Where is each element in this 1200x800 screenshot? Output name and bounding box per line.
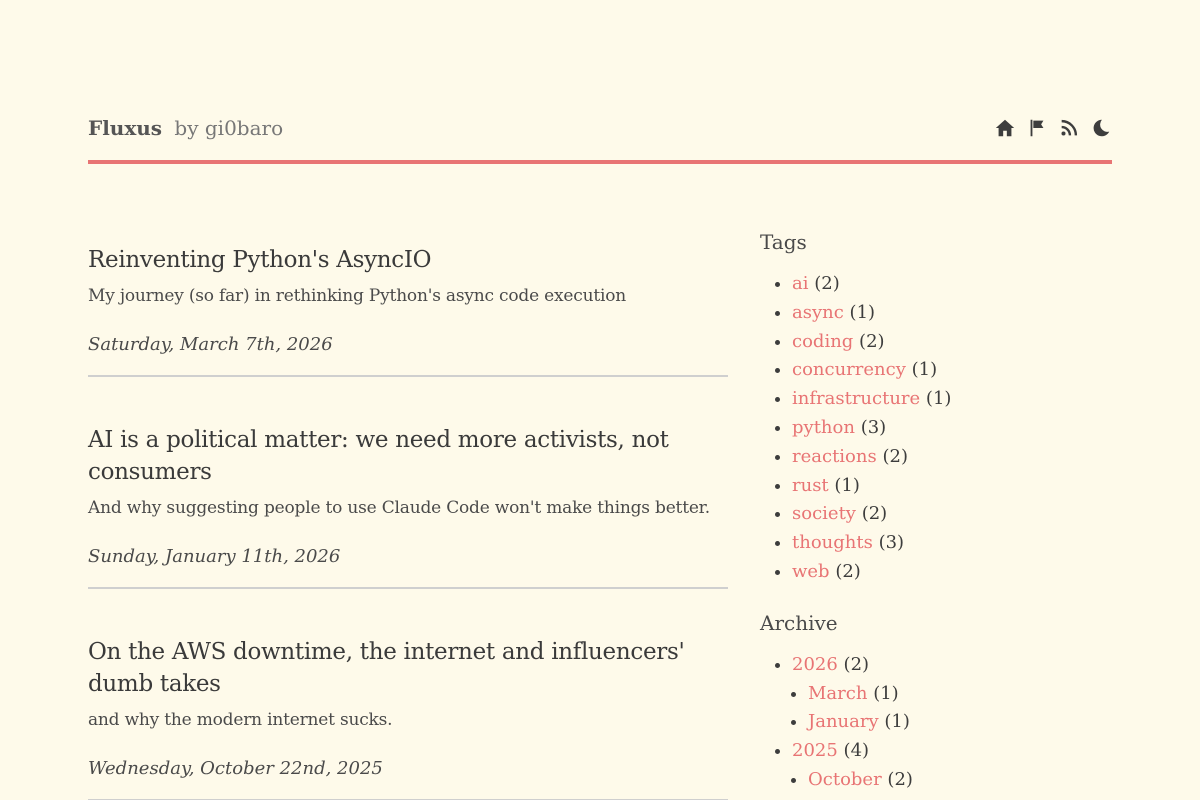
tag-link[interactable]: society <box>792 503 856 525</box>
tag-item <box>792 529 1112 558</box>
tag-link[interactable]: rust <box>792 474 829 496</box>
archive-month-count: (2) <box>887 768 913 790</box>
post-description: And why suggesting people to use Claude Code won't make things better. <box>88 498 710 518</box>
tag-link[interactable]: python <box>792 416 855 438</box>
tag-count: (1) <box>849 301 876 323</box>
tag-item <box>792 472 1112 501</box>
post-date: Wednesday, October 22nd, 2025 <box>88 758 383 779</box>
archive-list <box>760 651 1112 795</box>
tag-link[interactable]: ai <box>792 273 809 294</box>
site-name[interactable]: Fluxus <box>88 116 163 140</box>
tag-item <box>792 443 1112 472</box>
tag-link[interactable]: infrastructure <box>792 388 921 410</box>
archive-month-list <box>792 766 1112 795</box>
tag-link[interactable]: thoughts <box>792 532 873 554</box>
tag-link[interactable]: coding <box>792 330 854 352</box>
archive-month-count: (1) <box>884 711 910 733</box>
tag-item <box>792 356 1112 385</box>
tag-count: (1) <box>834 474 860 496</box>
tag-count: (1) <box>925 388 952 410</box>
site-byline: by gi0baro <box>174 116 284 140</box>
tag-item <box>792 299 1112 328</box>
rss-icon[interactable] <box>1058 117 1080 139</box>
archive-year-count: (4) <box>843 740 870 762</box>
post-description: and why the modern internet sucks. <box>88 710 393 730</box>
post-title[interactable] <box>88 636 728 700</box>
archive-month-link[interactable]: October <box>808 768 882 790</box>
archive-year-item <box>792 737 1112 795</box>
post-link[interactable]: On the AWS downtime, the internet and influencers' dumb takes <box>88 639 685 697</box>
post-link[interactable]: Reinventing Python's AsyncIO <box>88 247 432 273</box>
post-title[interactable] <box>88 244 728 276</box>
tag-count: (2) <box>835 560 861 582</box>
tag-item <box>792 414 1112 443</box>
tag-count: (2) <box>882 445 908 467</box>
tag-count: (3) <box>860 416 887 438</box>
archive-month-list <box>792 680 1112 738</box>
sidebar <box>760 228 1112 800</box>
archive-month-item <box>808 708 1112 737</box>
post-item <box>88 412 728 589</box>
archive-year-count: (2) <box>843 653 870 675</box>
tag-item <box>792 328 1112 357</box>
tag-link[interactable]: async <box>792 301 844 323</box>
archive-year-item <box>792 651 1112 737</box>
site-brand[interactable] <box>88 114 283 142</box>
post-link[interactable]: AI is a political matter: we need more activists, not consumers <box>88 427 669 485</box>
home-icon[interactable] <box>994 117 1016 139</box>
tag-count: (2) <box>814 273 840 294</box>
post-item <box>88 624 728 800</box>
tag-link[interactable]: reactions <box>792 445 877 467</box>
archive-month-item <box>808 680 1112 709</box>
tag-count: (3) <box>878 532 905 554</box>
tag-item <box>792 558 1112 587</box>
post-date: Sunday, January 11th, 2026 <box>88 546 341 567</box>
archive-year-link[interactable]: 2025 <box>792 740 838 762</box>
archive-month-link[interactable]: January <box>808 711 879 733</box>
tags-heading: Tags <box>760 230 807 254</box>
tag-item <box>792 385 1112 414</box>
tag-count: (1) <box>911 359 938 381</box>
archive-year-link[interactable]: 2026 <box>792 653 838 675</box>
post-description: My journey (so far) in rethinking Python's async code execution <box>88 286 626 306</box>
tag-item <box>792 270 1112 299</box>
page-container <box>88 0 1112 790</box>
header-nav <box>994 117 1112 139</box>
post-date: Saturday, March 7th, 2026 <box>88 334 333 355</box>
post-list <box>88 232 728 800</box>
tag-list <box>760 270 1112 587</box>
tag-link[interactable]: web <box>792 560 830 582</box>
site-header <box>88 0 1112 164</box>
archive-month-item <box>808 766 1112 795</box>
archive-month-link[interactable]: March <box>808 682 868 704</box>
post-title[interactable] <box>88 424 728 488</box>
tag-item <box>792 500 1112 529</box>
tag-count: (2) <box>859 330 885 352</box>
moon-icon[interactable] <box>1090 117 1112 139</box>
archive-heading: Archive <box>760 610 838 635</box>
archive-month-count: (1) <box>873 682 899 704</box>
tag-link[interactable]: concurrency <box>792 359 906 381</box>
flag-icon[interactable] <box>1026 117 1048 139</box>
post-item <box>88 232 728 377</box>
tag-count: (2) <box>861 503 888 525</box>
